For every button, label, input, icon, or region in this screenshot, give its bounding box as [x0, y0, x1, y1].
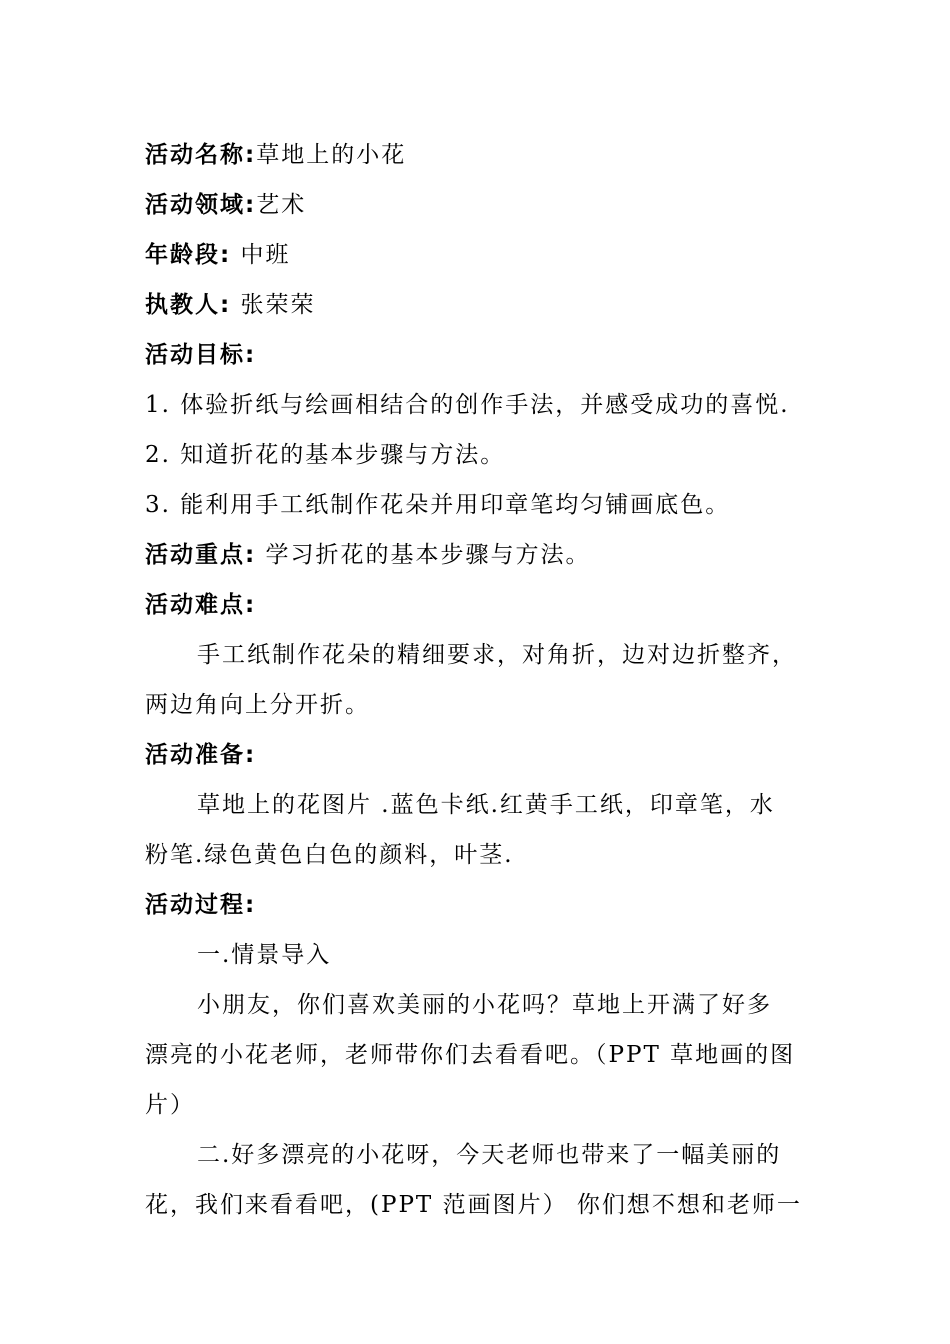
focus-value: 学习折花的基本步骤与方法。: [256, 542, 591, 568]
goal-item: 1. 体验折纸与绘画相结合的创作手法，并感受成功的喜悦.: [145, 392, 790, 418]
document-page: [145, 130, 810, 1230]
paragraph-line: 二.好多漂亮的小花呀，今天老师也带来了一幅美丽的: [197, 1142, 782, 1168]
difficulty-paragraph: [145, 630, 810, 730]
step1-title: 一.情景导入: [197, 942, 332, 968]
activity-name-value: 草地上的小花: [256, 142, 407, 168]
paragraph-line: 小朋友，你们喜欢美丽的小花吗？草地上开满了好多: [197, 992, 772, 1018]
preparation-paragraph: [145, 780, 810, 880]
age-group-value: 中班: [231, 242, 291, 268]
step1-paragraph: [145, 980, 810, 1130]
preparation-heading: [145, 730, 810, 780]
age-group-label: 年龄段:: [145, 242, 232, 268]
activity-domain-value: 艺术: [256, 192, 307, 218]
process-heading: [145, 880, 810, 930]
paragraph-line: 粉笔.绿色黄色白色的颜料，叶茎.: [145, 842, 514, 868]
focus-row: [145, 530, 810, 580]
paragraph-line: 草地上的花图片 .蓝色卡纸.红黄手工纸，印章笔，水: [197, 792, 775, 818]
focus-label: 活动重点:: [145, 542, 257, 568]
process-label: 活动过程:: [145, 892, 257, 918]
goal-item: 2. 知道折花的基本步骤与方法。: [145, 442, 506, 468]
teacher-label: 执教人:: [145, 292, 232, 318]
goal-item: 3. 能利用手工纸制作花朵并用印章笔均匀铺画底色。: [145, 492, 731, 518]
goals-label: 活动目标:: [145, 342, 257, 368]
preparation-label: 活动准备:: [145, 742, 257, 768]
paragraph-line: 花，我们来看看吧，(PPT 范画图片） 你们想不想和老师一: [145, 1192, 802, 1218]
activity-name-label: 活动名称:: [145, 142, 257, 168]
difficulty-heading: [145, 580, 810, 630]
teacher-row: [145, 280, 810, 330]
activity-name-row: [145, 130, 810, 180]
paragraph-line: 手工纸制作花朵的精细要求，对角折，边对边折整齐，: [197, 642, 797, 668]
paragraph-line: 两边角向上分开折。: [145, 692, 370, 718]
activity-domain-label: 活动领域:: [145, 192, 257, 218]
paragraph-line: 片）: [145, 1092, 195, 1118]
teacher-value: 张荣荣: [231, 292, 316, 318]
difficulty-label: 活动难点:: [145, 592, 257, 618]
age-group-row: [145, 230, 810, 280]
activity-domain-row: [145, 180, 810, 230]
paragraph-line: 漂亮的小花老师，老师带你们去看看吧。（PPT 草地画的图: [145, 1042, 796, 1068]
goals-heading: [145, 330, 810, 380]
step2-paragraph: [145, 1130, 810, 1230]
